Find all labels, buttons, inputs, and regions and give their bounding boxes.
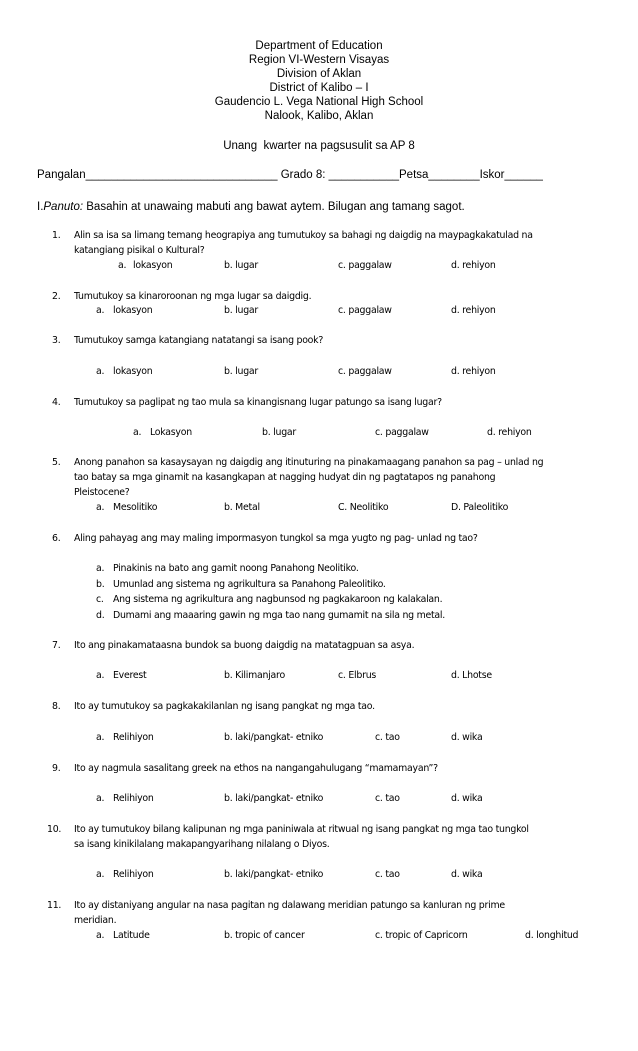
question-6-number: 6.: [52, 533, 61, 544]
question-1-number: 1.: [52, 230, 61, 241]
question-10-option-c[interactable]: c. tao: [375, 869, 400, 880]
question-6-choice-c[interactable]: Ang sistema ng agrikultura ang nagbunsod ng pagkakaroon ng kalakalan.: [113, 594, 443, 605]
question-10-option-a[interactable]: Relihiyon: [113, 869, 154, 880]
question-5-text-line: tao batay sa mga ginamit na kasangkapan at nagging hudyat din ng pagtatapos ng panahong: [74, 472, 496, 483]
question-11-option-b[interactable]: b. tropic of cancer: [224, 930, 305, 941]
question-6-text-line: Aling pahayag ang may maling impormasyon tungkol sa mga yugto ng pag- unlad ng tao?: [74, 533, 478, 544]
question-7-option-letter: a.: [96, 670, 105, 681]
question-6-choice-d[interactable]: Dumami ang maaaring gawin ng mga tao nang gumamit na sila ng metal.: [113, 609, 446, 621]
question-5-option-a[interactable]: Mesolitiko: [113, 502, 158, 513]
question-2-text-line: Tumutukoy sa kinaroroonan ng mga lugar sa daigdig.: [74, 291, 312, 302]
question-6-choice-letter: c.: [96, 594, 104, 605]
exam-title: Unang kwarter na pagsusulit sa AP 8: [223, 140, 415, 152]
question-10-text-line: Ito ay tumutukoy bilang kalipunan ng mga paniniwala at ritwual ng isang pangkat ng mga tao tungkol: [74, 824, 529, 835]
header-line-6: Nalook, Kalibo, Aklan: [264, 110, 374, 122]
question-7-option-d[interactable]: d. Lhotse: [451, 670, 492, 681]
question-6-choice-b[interactable]: Umunlad ang sistema ng agrikultura sa Panahong Paleolitiko.: [113, 578, 386, 590]
question-8-option-d[interactable]: d. wika: [451, 732, 483, 743]
question-8-option-a[interactable]: Relihiyon: [113, 732, 154, 743]
question-5-text-line: Pleistocene?: [74, 487, 130, 498]
question-9-option-a[interactable]: Relihiyon: [113, 793, 154, 804]
header-line-3: Division of Aklan: [276, 68, 362, 80]
question-8-option-b[interactable]: b. laki/pangkat- etniko: [224, 732, 324, 743]
question-2-number: 2.: [52, 291, 61, 302]
question-8-option-letter: a.: [96, 732, 105, 743]
question-3-option-b[interactable]: b. lugar: [224, 366, 259, 377]
question-11-text-line: meridian.: [74, 915, 117, 926]
instructions-text: Basahin at unawaing mabuti ang bawat aytem. Bilugan ang tamang sagot.: [86, 201, 465, 213]
date-blank[interactable]: ________: [428, 169, 480, 181]
question-9-text-line: Ito ay nagmula sasalitang greek na ethos na nangangahulugang “mamamayan”?: [74, 763, 438, 774]
question-2-option-b[interactable]: b. lugar: [224, 305, 259, 316]
score-blank[interactable]: ______: [504, 169, 543, 181]
question-11-number: 11.: [47, 900, 62, 911]
question-8-option-c[interactable]: c. tao: [375, 732, 400, 743]
question-11-text-line: Ito ay distaniyang angular na nasa pagitan ng dalawang meridian patungo sa kanluran ng prime: [74, 900, 505, 911]
question-11-option-c[interactable]: c. tropic of Capricorn: [375, 930, 468, 941]
question-2-option-c[interactable]: c. paggalaw: [338, 305, 392, 316]
question-9-option-b[interactable]: b. laki/pangkat- etniko: [224, 793, 324, 804]
question-10-number: 10.: [47, 824, 62, 835]
question-7-option-b[interactable]: b. Kilimanjaro: [224, 670, 285, 681]
question-1-option-c[interactable]: c. paggalaw: [338, 260, 392, 271]
question-9-option-d[interactable]: d. wika: [451, 793, 483, 804]
question-11-option-letter: a.: [96, 930, 105, 941]
question-1-option-a[interactable]: lokasyon: [133, 260, 173, 271]
question-4-option-b[interactable]: b. lugar: [262, 427, 297, 438]
question-10-option-letter: a.: [96, 869, 105, 880]
name-label: Pangalan: [37, 169, 86, 181]
question-1-option-letter: a.: [118, 260, 127, 271]
question-6-choice-letter: a.: [96, 563, 105, 574]
question-5-option-b[interactable]: b. Metal: [224, 502, 260, 513]
score-label: Iskor: [479, 169, 505, 181]
header-line-5: Gaudencio L. Vega National High School: [214, 96, 424, 108]
question-6-choice-a[interactable]: Pinakinis na bato ang gamit noong Panahong Neolitiko.: [113, 563, 359, 574]
question-7-option-c[interactable]: c. Elbrus: [338, 670, 377, 681]
question-4-text-line: Tumutukoy sa paglipat ng tao mula sa kinangisnang lugar patungo sa isang lugar?: [74, 397, 442, 408]
header-line-2: Region VI-Western Visayas: [248, 54, 390, 66]
header-line-1: Department of Education: [255, 40, 383, 52]
question-4-option-d[interactable]: d. rehiyon: [487, 427, 532, 438]
instructions-roman: I.: [37, 201, 44, 213]
question-5-number: 5.: [52, 457, 61, 468]
info-line: [37, 169, 543, 181]
question-8-number: 8.: [52, 701, 61, 712]
question-7-option-a[interactable]: Everest: [113, 670, 147, 681]
question-3-option-a[interactable]: lokasyon: [113, 366, 153, 377]
question-1-text-line: Alin sa isa sa limang temang heograpiya ang tumutukoy sa bahagi ng daigdig na maypagkakatulad na: [74, 230, 533, 241]
question-6-choice-letter: b.: [96, 578, 105, 590]
question-5-option-c[interactable]: C. Neolitiko: [338, 502, 389, 513]
question-2-option-d[interactable]: d. rehiyon: [451, 305, 496, 316]
question-1-text-line: katangiang pisikal o Kultural?: [74, 245, 205, 256]
question-8-text-line: Ito ay tumutukoy sa pagkakakilanlan ng isang pangkat ng mga tao.: [74, 701, 375, 712]
question-5-text-line: Anong panahon sa kasaysayan ng daigdig ang itinuturing na pinakamaagang panahon sa pag – unlad ng: [74, 457, 544, 468]
question-10-option-b[interactable]: b. laki/pangkat- etniko: [224, 869, 324, 880]
question-6-choice-letter: d.: [96, 609, 105, 621]
question-3-option-letter: a.: [96, 366, 105, 377]
question-10-option-d[interactable]: d. wika: [451, 869, 483, 880]
question-11-option-d[interactable]: d. longhitud: [525, 930, 579, 941]
question-2-option-a[interactable]: lokasyon: [113, 305, 153, 316]
instructions-label: Panuto:: [43, 201, 84, 213]
question-7-text-line: Ito ang pinakamataasna bundok sa buong daigdig na matatagpuan sa asya.: [74, 640, 415, 651]
instructions: [37, 201, 465, 213]
question-5-option-d[interactable]: D. Paleolitiko: [451, 502, 509, 513]
date-label: Petsa: [399, 169, 429, 181]
question-2-option-letter: a.: [96, 305, 105, 316]
name-blank[interactable]: ______________________________: [85, 169, 278, 181]
question-9-number: 9.: [52, 763, 61, 774]
grade-label: Grado 8:: [280, 169, 326, 181]
question-4-option-a[interactable]: Lokasyon: [150, 427, 192, 438]
question-3-option-c[interactable]: c. paggalaw: [338, 366, 392, 377]
question-1-option-b[interactable]: b. lugar: [224, 260, 259, 271]
question-3-number: 3.: [52, 335, 61, 346]
question-11-option-a[interactable]: Latitude: [113, 930, 150, 941]
question-3-text-line: Tumutukoy samga katangiang natatangi sa isang pook?: [74, 335, 324, 346]
question-7-number: 7.: [52, 640, 61, 651]
header-line-4: District of Kalibo – I: [269, 82, 369, 94]
question-1-option-d[interactable]: d. rehiyon: [451, 260, 496, 271]
question-4-number: 4.: [52, 397, 61, 408]
question-4-option-letter: a.: [133, 427, 142, 438]
grade-blank[interactable]: ___________: [325, 169, 399, 181]
question-4-option-c[interactable]: c. paggalaw: [375, 427, 429, 438]
question-9-option-c[interactable]: c. tao: [375, 793, 400, 804]
question-3-option-d[interactable]: d. rehiyon: [451, 366, 496, 377]
question-9-option-letter: a.: [96, 793, 105, 804]
question-5-option-letter: a.: [96, 502, 105, 513]
question-10-text-line: sa isang kinikilalang makapangyarihang nilalang o Diyos.: [74, 839, 330, 850]
